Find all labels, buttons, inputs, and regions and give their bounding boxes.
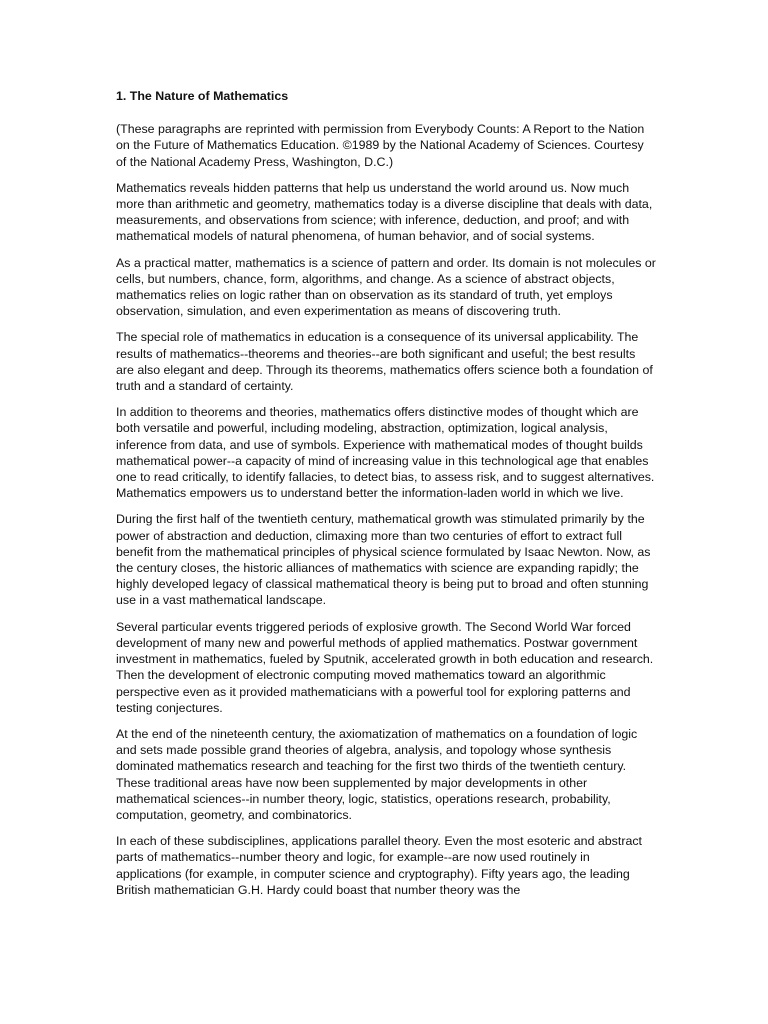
- reprint-note: (These paragraphs are reprinted with permission from Everybody Counts: A Report to the Nation on the Future of Mathematics Education. ©1989 by the National Academy of Sciences. Courtesy of the National Academy Press, Washington, D.C.): [116, 122, 645, 169]
- paragraph-7: At the end of the nineteenth century, the axiomatization of mathematics on a foundation of logic and sets made possible grand theories of algebra, analysis, and topology whose synthesis dominated mathematics research and teaching for the first two thirds of the twentieth century. These traditional areas have now been supplemented by major developments in other mathematical sciences--in number theory, logic, statistics, operations research, probability, computation, geometry, and combinatorics.: [116, 726, 638, 822]
- paragraph-2: As a practical matter, mathematics is a science of pattern and order. Its domain is not molecules or cells, but numbers, chance, form, algorithms, and change. As a science of abstract objects, mathematics relies on logic rather than on observation as its standard of truth, yet employs observation, simulation, and even experimentation as means of discovering truth.: [116, 255, 656, 319]
- paragraph-3: The special role of mathematics in education is a consequence of its universal applicability. The results of mathematics--theorems and theories--are both significant and useful; the best results are also elegant and deep. Through its theorems, mathematics offers science both a foundation of truth and a standard of certainty.: [116, 330, 653, 394]
- paragraph-4: In addition to theorems and theories, mathematics offers distinctive modes of thought which are both versatile and powerful, including modeling, abstraction, optimization, logical analysis, inference from data, and use of symbols. Experience with mathematical modes of thought builds mathematical power--a capacity of mind of increasing value in this technological age that enables one to read critically, to identify fallacies, to detect bias, to assess risk, and to suggest alternatives. Mathematics empowers us to understand better the information-laden world in which we live.: [116, 405, 655, 501]
- paragraph-5: During the first half of the twentieth century, mathematical growth was stimulated primarily by the power of abstraction and deduction, climaxing more than two centuries of effort to extract full benefit from the mathematical principles of physical science formulated by Isaac Newton. Now, as the century closes, the historic alliances of mathematics with science are expanding rapidly; the highly developed legacy of classical mathematical theory is being put to broad and often stunning use in a vast mathematical landscape.: [116, 512, 651, 608]
- paragraph-8: In each of these subdisciplines, applications parallel theory. Even the most esoteric and abstract parts of mathematics--number theory and logic, for example--are now used routinely in applications (for example, in computer science and cryptography). Fifty years ago, the leading British mathematician G.H. Hardy could boast that number theory was the: [116, 834, 642, 897]
- page-title: 1. The Nature of Mathematics: [116, 89, 289, 103]
- document-page: [116, 88, 656, 908]
- paragraph-6: Several particular events triggered periods of explosive growth. The Second World War forced development of many new and powerful methods of applied mathematics. Postwar government investment in mathematics, fueled by Sputnik, accelerated growth in both education and research. Then the development of electronic computing moved mathematics toward an algorithmic perspective even as it provided mathematicians with a powerful tool for exploring patterns and testing conjectures.: [116, 619, 654, 715]
- paragraph-1: Mathematics reveals hidden patterns that help us understand the world around us. Now much more than arithmetic and geometry, mathematics today is a diverse discipline that deals with data, measurements, and observations from science; with inference, deduction, and proof; and with mathematical models of natural phenomena, of human behavior, and of social systems.: [116, 180, 653, 244]
